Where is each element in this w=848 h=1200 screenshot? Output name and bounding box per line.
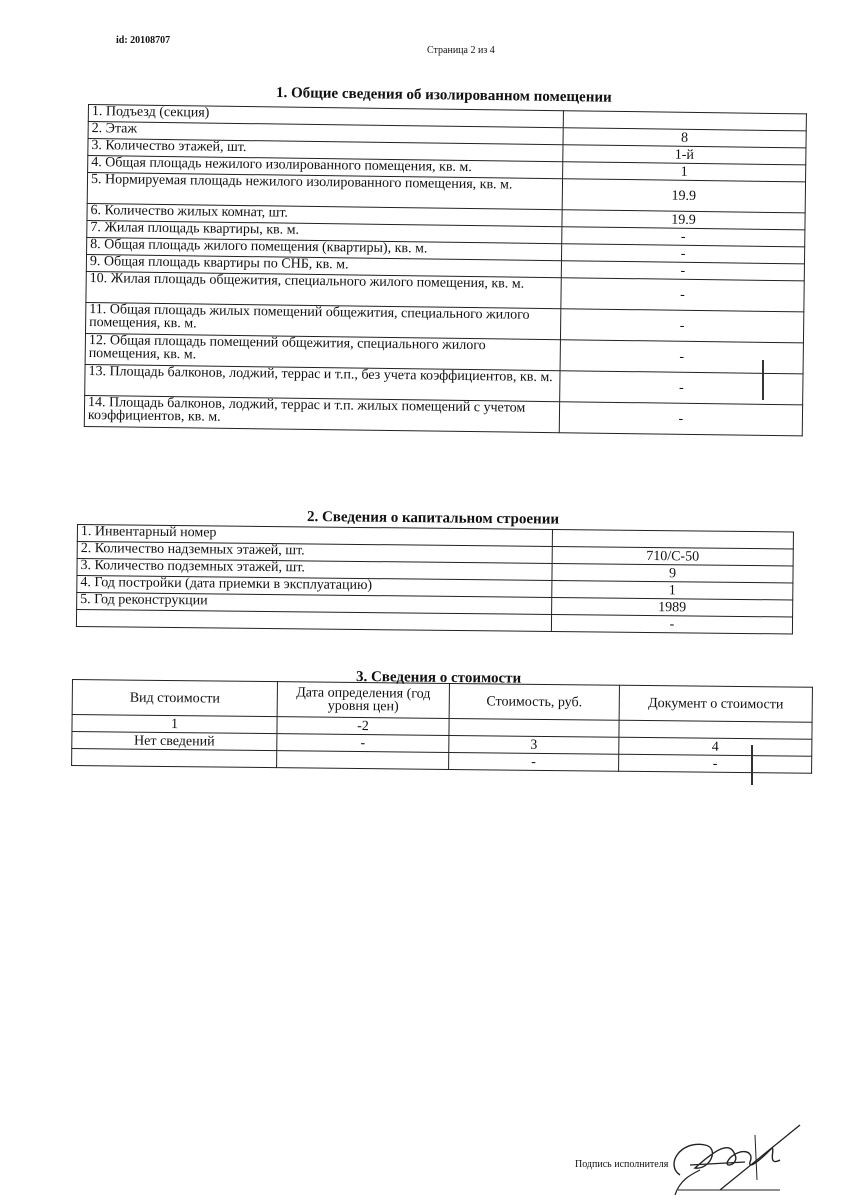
scan-mark — [762, 360, 764, 400]
cost-cell — [277, 751, 449, 770]
capital-building-table — [76, 524, 794, 635]
cost-cell — [72, 749, 277, 768]
isolated-premises-table — [84, 104, 807, 436]
premises-row-label: 8. Общая площадь жилого помещения (квартиры), кв. м. — [87, 237, 562, 260]
building-row-label: 3. Количество подземных этажей, шт. — [77, 559, 552, 581]
building-row-label: 2. Количество надземных этажей, шт. — [77, 542, 552, 564]
building-row-label: 1. Инвентарный номер — [77, 525, 552, 547]
premises-row-label: 1. Подъезд (секция) — [88, 105, 563, 128]
premises-row-label: 12. Общая площадь помещений общежития, специального жилого помещения, кв. м. — [85, 333, 560, 370]
premises-row-value: 1-й — [563, 145, 806, 165]
building-row-value: - — [551, 614, 792, 634]
premises-row-label: 2. Этаж — [88, 122, 563, 145]
signature-label: Подпись исполнителя — [575, 1159, 669, 1170]
premises-row-value: 19.9 — [562, 179, 805, 213]
signature-image — [660, 1120, 810, 1200]
building-row-value: 1989 — [552, 597, 793, 617]
building-row-label: 4. Год постройки (дата приемки в эксплуатацию) — [77, 576, 552, 598]
cost-cell — [449, 718, 619, 737]
header-determination-date: Дата определения (год уровня цен) — [277, 682, 449, 719]
premises-row-value: 1 — [563, 162, 806, 182]
premises-row-label: 14. Площадь балконов, лоджий, террас и т.п. жилых помещений с учетом коэффициентов, кв. м. — [84, 395, 559, 432]
premises-row-value: - — [562, 227, 805, 247]
premises-row-value: 8 — [563, 128, 806, 148]
premises-row-label: 13. Площадь балконов, лоджий, террас и т.п., без учета коэффициентов, кв. м. — [85, 364, 560, 401]
header-cost-document: Документ о стоимости — [619, 685, 812, 722]
premises-row-value: - — [560, 309, 803, 343]
premises-row-value: - — [560, 340, 803, 374]
premises-row-value: - — [561, 244, 804, 264]
premises-row-value: - — [561, 278, 804, 312]
header-cost-type: Вид стоимости — [72, 680, 277, 717]
premises-row-value: - — [560, 371, 803, 405]
building-row-value: 1 — [552, 580, 793, 600]
cost-table — [71, 679, 813, 774]
building-row-value: 710/С-50 — [552, 546, 793, 566]
building-row-label — [76, 610, 551, 632]
premises-row-label: 9. Общая площадь квартиры по СНБ, кв. м. — [86, 254, 561, 277]
premises-row-value: - — [561, 261, 804, 281]
cost-cell — [619, 720, 812, 739]
page-number: Страница 2 из 4 — [427, 45, 495, 56]
cost-cell: - — [277, 734, 449, 753]
building-row-label: 5. Год реконструкции — [77, 593, 552, 615]
header-cost-rub: Стоимость, руб. — [449, 683, 619, 720]
premises-row-label: 5. Нормируемая площадь нежилого изолированного помещения, кв. м. — [87, 173, 562, 210]
premises-row-label: 11. Общая площадь жилых помещений общежития, специального жилого помещения, кв. м. — [85, 302, 560, 339]
cost-cell: 3 — [449, 735, 619, 754]
section2-title: 2. Сведения о капитальном строении — [306, 509, 560, 528]
document-id: id: 20108707 — [116, 35, 171, 46]
scan-mark — [751, 745, 753, 785]
section1-title: 1. Общие сведения об изолированном помещении — [275, 85, 612, 106]
cost-cell: Нет сведений — [72, 732, 277, 751]
premises-row-label: 3. Количество этажей, шт. — [88, 139, 563, 162]
premises-row-value: - — [559, 402, 802, 436]
premises-row-value: 19.9 — [562, 210, 805, 230]
premises-row-label: 10. Жилая площадь общежития, специального жилого помещения, кв. м. — [86, 271, 561, 308]
cost-cell: - — [449, 752, 619, 771]
building-row-value: 9 — [552, 563, 793, 583]
premises-row-label: 4. Общая площадь нежилого изолированного помещения, кв. м. — [88, 156, 563, 179]
cost-cell: -2 — [277, 717, 449, 736]
premises-row-label: 7. Жилая площадь квартиры, кв. м. — [87, 220, 562, 243]
cost-cell: 4 — [619, 737, 812, 756]
cost-cell: - — [619, 754, 812, 773]
cost-cell: 1 — [72, 715, 277, 734]
section3-title: 3. Сведения о стоимости — [355, 669, 522, 687]
premises-row-label: 6. Количество жилых комнат, шт. — [87, 203, 562, 226]
